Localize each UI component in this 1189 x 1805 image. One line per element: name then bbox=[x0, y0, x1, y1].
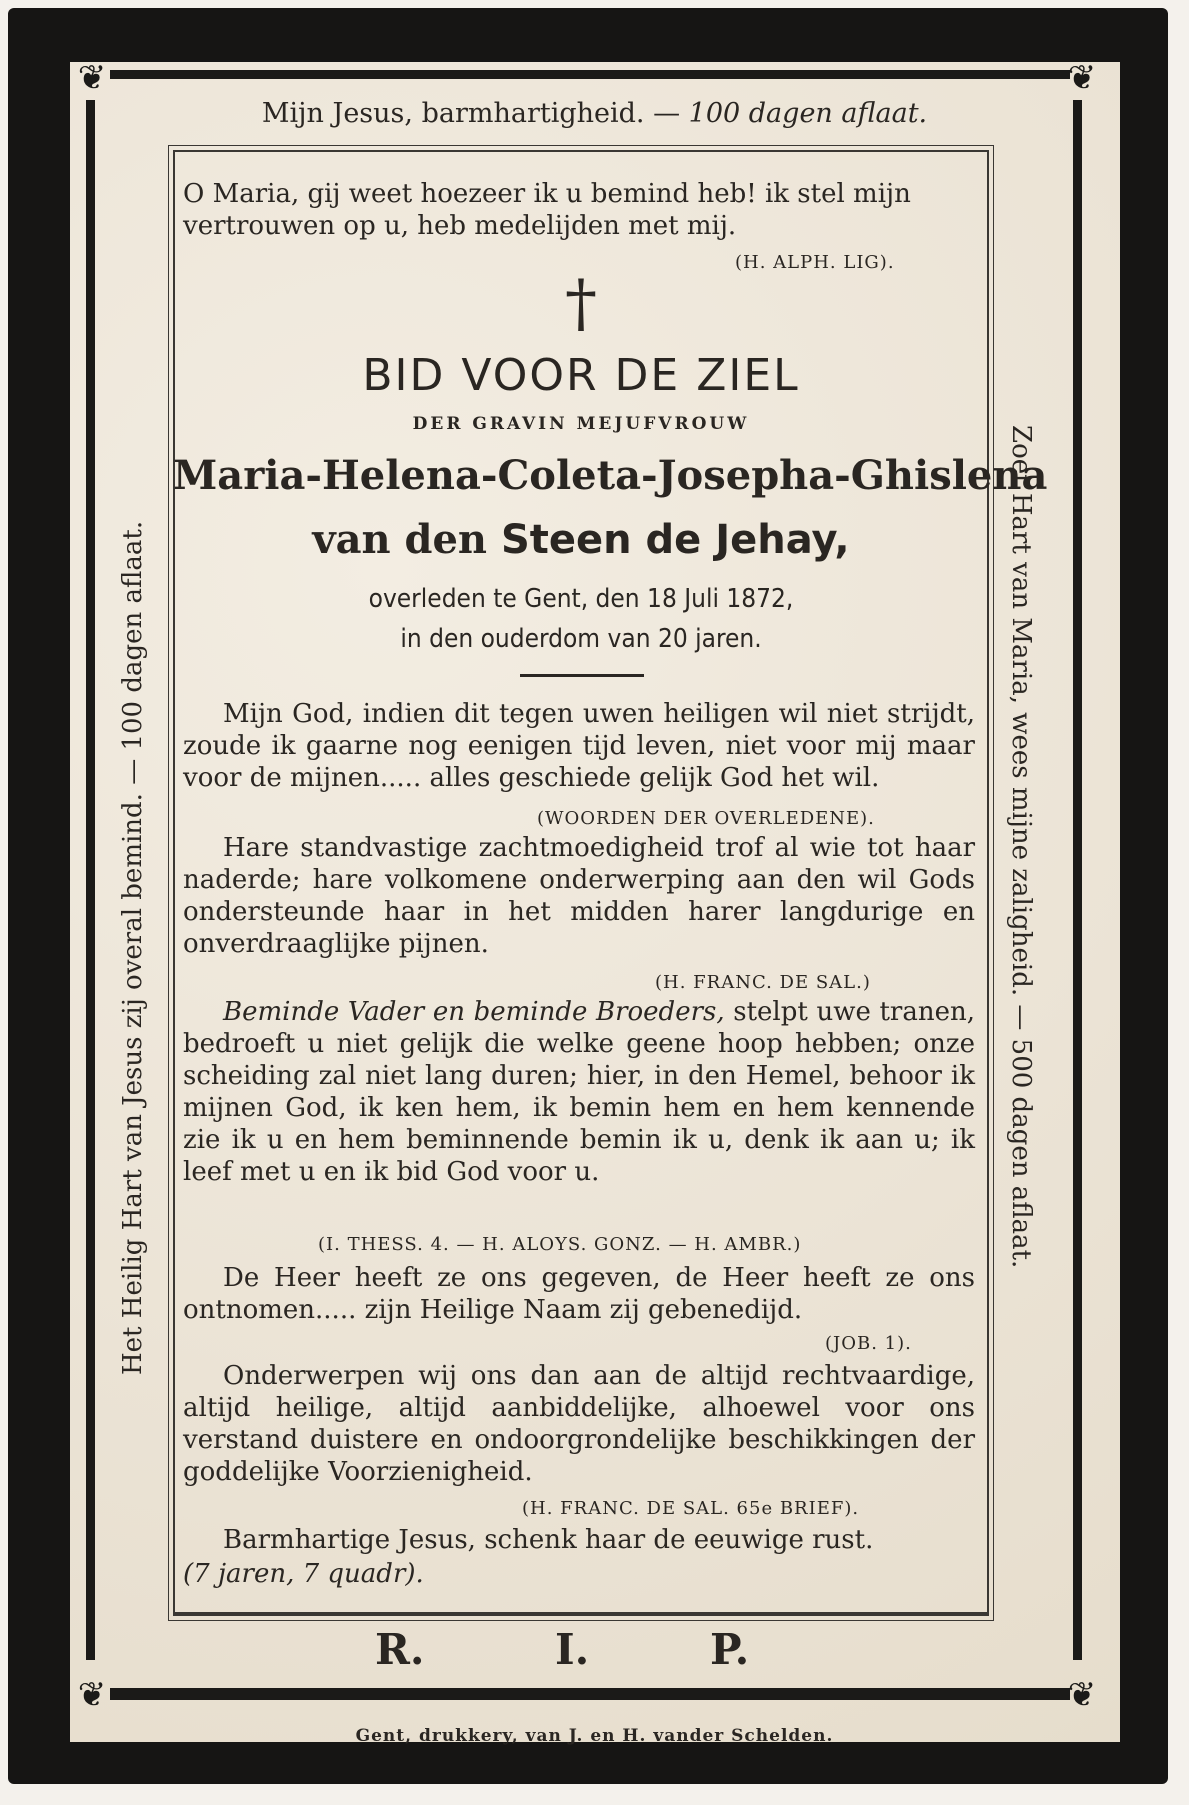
divider-line bbox=[520, 674, 644, 677]
paragraph-2-attribution: (H. FRANC. DE SAL.) bbox=[655, 972, 871, 993]
heading: BID VOOR DE ZIEL bbox=[362, 350, 800, 401]
paragraph-3-attribution: (I. THESS. 4. — H. ALOYS. GONZ. — H. AMBR.) bbox=[318, 1234, 802, 1255]
paragraph-4-attribution: (JOB. 1). bbox=[825, 1333, 912, 1354]
right-side-invocation: Zoet Hart van Maria, wees mijne zaligheid. — 500 dagen aflaat. bbox=[1006, 425, 1036, 1269]
rip-letter-r: R. bbox=[375, 1625, 425, 1674]
subheading: DER GRAVIN MEJUFVROUW bbox=[412, 414, 750, 434]
paragraph-6-indulgence: (7 jaren, 7 quadr). bbox=[183, 1559, 424, 1589]
top-invocation bbox=[0, 98, 1189, 129]
paragraph-5: Onderwerpen wij ons dan aan de altijd rechtvaardige, altijd heilige, altijd aanbiddelijke, alhoewel voor ons verstand duistere en ondoorgrondelijke beschikkingen der goddelijke Voorzienigheid. bbox=[183, 1361, 975, 1487]
deceased-given-names: Maria-Helena-Coleta-Josepha-Ghislena bbox=[173, 452, 1048, 499]
rip-letter-p: P. bbox=[710, 1625, 750, 1674]
paragraph-1: Mijn God, indien dit tegen uwen heiligen wil niet strijdt, zoude ik gaarne nog eenigen tijd leven, niet voor mij maar voor de mijnen..... alles geschiede gelijk God het wil. bbox=[183, 699, 975, 793]
corner-ornament-icon: ❦ bbox=[1067, 1675, 1097, 1715]
right-black-rule bbox=[1073, 100, 1082, 1660]
rip-letter-i: I. bbox=[555, 1625, 590, 1674]
top-invocation-text: Mijn Jesus, barmhartigheid. — bbox=[261, 98, 689, 129]
prayer-mary-attribution: (H. ALPH. LIG). bbox=[735, 252, 895, 273]
paragraph-1-attribution: (WOORDEN DER OVERLEDENE). bbox=[537, 808, 875, 829]
death-place-date: overleden te Gent, den 18 Juli 1872, bbox=[368, 584, 794, 614]
paragraph-3-text: stelpt uwe tranen, bedroeft u niet gelijk die welke geene hoop hebben; onze scheiding zal niet lang duren; hier, in den Hemel, behoor ik mijnen God, ik ken hem, ik bemin hem en hem kennende zie ik u en hem beminnende bemin ik u, denk ik aan u; ik leef met u en ik bid God voor u. bbox=[183, 997, 975, 1187]
corner-ornament-icon: ❦ bbox=[77, 1675, 107, 1715]
left-side-invocation: Het Heilig Hart van Jesus zij overal bemind. — 100 dagen aflaat. bbox=[118, 520, 148, 1375]
paragraph-3 bbox=[183, 996, 975, 1188]
corner-ornament-icon: ❦ bbox=[77, 58, 107, 98]
top-black-rule bbox=[110, 70, 1070, 79]
prayer-mary: O Maria, gij weet hoezeer ik u bemind heb! ik stel mijn vertrouwen op u, heb medelijden met mij. bbox=[183, 179, 911, 241]
paragraph-2: Hare standvastige zachtmoedigheid trof al wie tot haar naderde; hare volkomene onderwerping aan den wil Gods ondersteunde haar in het midden harer langdurige en onverdraaglijke pijnen. bbox=[183, 833, 975, 959]
corner-ornament-icon: ❦ bbox=[1067, 58, 1097, 98]
paragraph-6: Barmhartige Jesus, schenk haar de eeuwige rust. bbox=[223, 1525, 874, 1555]
family-name: Steen de Jehay, bbox=[500, 517, 850, 563]
paragraph-3-lead: Beminde Vader en beminde Broeders, bbox=[223, 997, 725, 1027]
bottom-black-rule bbox=[110, 1688, 1070, 1700]
top-invocation-indulgence: 100 dagen aflaat. bbox=[688, 98, 928, 129]
paragraph-4: De Heer heeft ze ons gegeven, de Heer heeft ze ons ontnomen..... zijn Heilige Naam zij gebenedijd. bbox=[183, 1263, 975, 1325]
deceased-family-name bbox=[173, 516, 989, 563]
printer-imprint: Gent, drukkery, van J. en H. vander Schelden. bbox=[355, 1726, 834, 1746]
cross-icon: † bbox=[565, 267, 597, 341]
age-at-death: in den ouderdom van 20 jaren. bbox=[400, 624, 762, 654]
paragraph-5-attribution: (H. FRANC. DE SAL. 65e BRIEF). bbox=[522, 1498, 860, 1519]
left-black-rule bbox=[86, 100, 95, 1660]
frame-bottom-line bbox=[173, 1612, 989, 1614]
family-name-prefix: van den bbox=[312, 516, 501, 563]
